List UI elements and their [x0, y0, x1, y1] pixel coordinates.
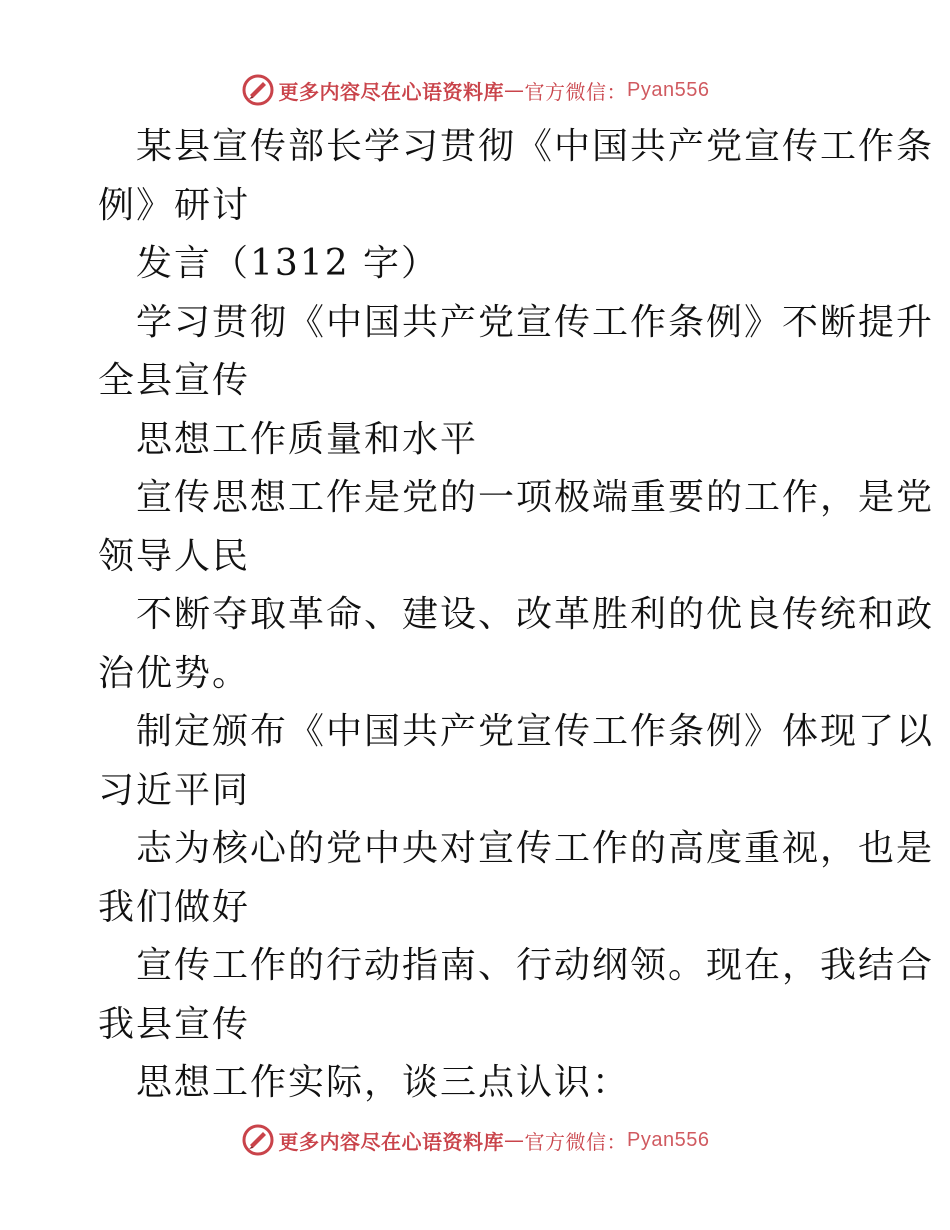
title-line-1: 某县宣传部长学习贯彻《中国共产党宣传工作条	[136, 126, 935, 167]
watermark-wechat-id: Pyan556	[627, 78, 710, 101]
watermark-separator: —	[504, 78, 525, 102]
header-watermark	[0, 70, 950, 110]
watermark-main-text: 更多内容尽在心语资料库	[278, 79, 505, 104]
paragraph-line: 宣传思想工作是党的一项极端重要的工作，是党	[136, 477, 935, 518]
paragraph-line: 志为核心的党中央对宣传工作的高度重视，也是	[136, 828, 935, 869]
subtitle-line-1: 学习贯彻《中国共产党宣传工作条例》不断提升	[136, 301, 935, 343]
title-line-3: 发言（1312 字）	[136, 243, 440, 284]
watermark-main-text: 更多内容尽在心语资料库	[278, 1129, 505, 1154]
paragraph-line: 思想工作实际，谈三点认识：	[136, 1062, 631, 1103]
watermark-sub-text: 官方微信：	[524, 79, 628, 104]
paragraph-line: 我县宣传	[98, 1003, 251, 1045]
paragraph-line: 领导人民	[98, 535, 251, 577]
subtitle-line-3: 思想工作质量和水平	[136, 418, 479, 460]
paragraph-line: 我们做好	[98, 886, 251, 928]
paragraph-line: 制定颁布《中国共产党宣传工作条例》体现了以	[136, 711, 935, 752]
paragraph-line: 宣传工作的行动指南、行动纲领。现在，我结合	[136, 945, 935, 986]
watermark-wechat-id: Pyan556	[627, 1128, 710, 1151]
watermark-logo-icon	[241, 73, 275, 107]
watermark-logo-icon	[241, 1123, 275, 1157]
paragraph-line: 治优势。	[98, 652, 251, 694]
watermark-sub-text: 官方微信：	[524, 1129, 628, 1154]
title-line-2: 例》研讨	[98, 184, 251, 226]
watermark-separator: —	[504, 1128, 525, 1152]
document-body	[98, 118, 935, 1113]
paragraph-line: 习近平同	[98, 769, 251, 811]
paragraph-line: 不断夺取革命、建设、改革胜利的优良传统和政	[136, 594, 935, 635]
footer-watermark	[0, 1120, 950, 1160]
subtitle-line-2: 全县宣传	[98, 360, 251, 401]
